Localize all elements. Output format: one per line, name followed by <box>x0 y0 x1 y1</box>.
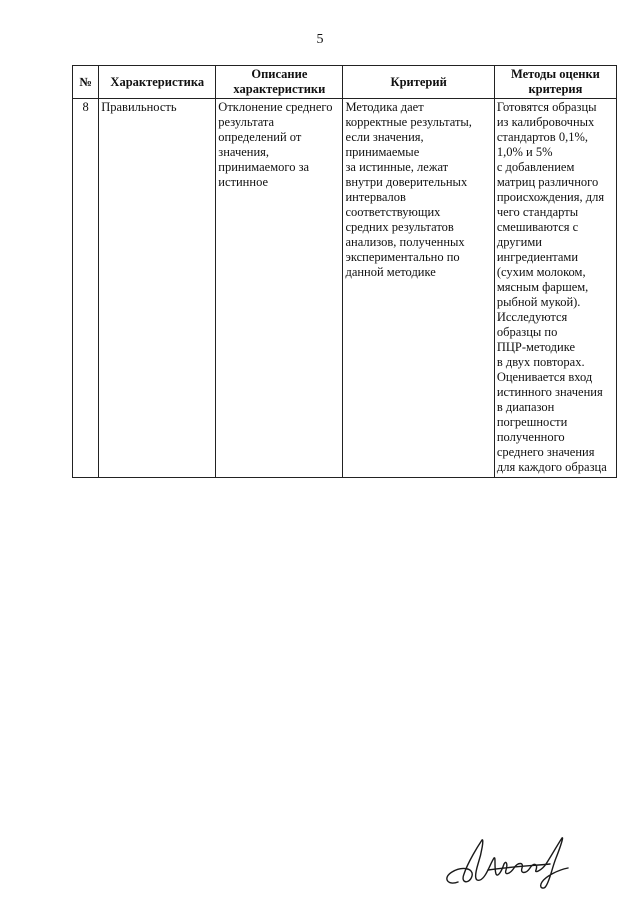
cell-line: для каждого образца <box>496 460 607 474</box>
cell-line: в диапазон <box>496 400 555 414</box>
cell-line: из калибровочных <box>496 115 595 129</box>
cell-line: погрешности <box>496 415 568 429</box>
cell-line: происхождения, для <box>496 190 605 204</box>
cell-line: экспериментально по <box>345 250 460 264</box>
cell-line: рыбной мукой). <box>496 295 581 309</box>
cell-line: Готовятся образцы <box>496 100 597 114</box>
signature-drawing <box>438 834 588 894</box>
row-characteristic: Правильность <box>99 99 216 478</box>
cell-line: значения, <box>218 145 270 159</box>
cell-line: Методика дает <box>345 100 424 114</box>
cell-line: в двух повторах. <box>496 355 585 369</box>
cell-line: если значения, <box>345 130 424 144</box>
cell-line: средних результатов <box>345 220 454 234</box>
cell-line: чего стандарты <box>496 205 579 219</box>
row-description <box>216 99 343 478</box>
signature <box>438 834 588 894</box>
cell-line: стандартов 0,1%, <box>496 130 588 144</box>
cell-line: за истинные, лежат <box>345 160 449 174</box>
cell-line: Отклонение среднего <box>218 100 333 114</box>
cell-line: принимаемого за <box>218 160 310 174</box>
cell-line: другими <box>496 235 542 249</box>
cell-line: матриц различного <box>496 175 599 189</box>
page-number: 5 <box>316 32 324 47</box>
cell-line: ингредиентами <box>496 250 579 264</box>
cell-line: корректные результаты, <box>345 115 472 129</box>
header-methods: Методы оценки критерия <box>494 66 616 99</box>
table-header-row <box>73 66 617 99</box>
row-number: 8 <box>73 99 99 478</box>
row-methods <box>494 99 616 478</box>
cell-line: мясным фаршем, <box>496 280 589 294</box>
cell-line: истинное <box>218 175 269 189</box>
cell-line: (сухим молоком, <box>496 265 586 279</box>
cell-line: внутри доверительных <box>345 175 468 189</box>
header-num: № <box>73 66 99 99</box>
cell-line: данной методике <box>345 265 436 279</box>
cell-line: анализов, полученных <box>345 235 465 249</box>
cell-line: истинного значения <box>496 385 603 399</box>
cell-line: соответствующих <box>345 205 441 219</box>
header-characteristic: Характеристика <box>99 66 216 99</box>
cell-line: полученного <box>496 430 565 444</box>
cell-line: интервалов <box>345 190 406 204</box>
header-description: Описание характеристики <box>216 66 343 99</box>
cell-line: образцы по <box>496 325 558 339</box>
cell-line: Оценивается вход <box>496 370 593 384</box>
cell-line: ПЦР-методике <box>496 340 576 354</box>
cell-line: Исследуются <box>496 310 568 324</box>
table-row <box>73 99 617 478</box>
cell-line: определений от <box>218 130 302 144</box>
cell-line: с добавлением <box>496 160 575 174</box>
cell-line: смешиваются с <box>496 220 579 234</box>
criteria-table <box>72 65 617 478</box>
header-criterion: Критерий <box>343 66 494 99</box>
cell-line: среднего значения <box>496 445 595 459</box>
cell-line: принимаемые <box>345 145 420 159</box>
cell-line: результата <box>218 115 275 129</box>
row-criterion <box>343 99 494 478</box>
cell-line: 1,0% и 5% <box>496 145 553 159</box>
